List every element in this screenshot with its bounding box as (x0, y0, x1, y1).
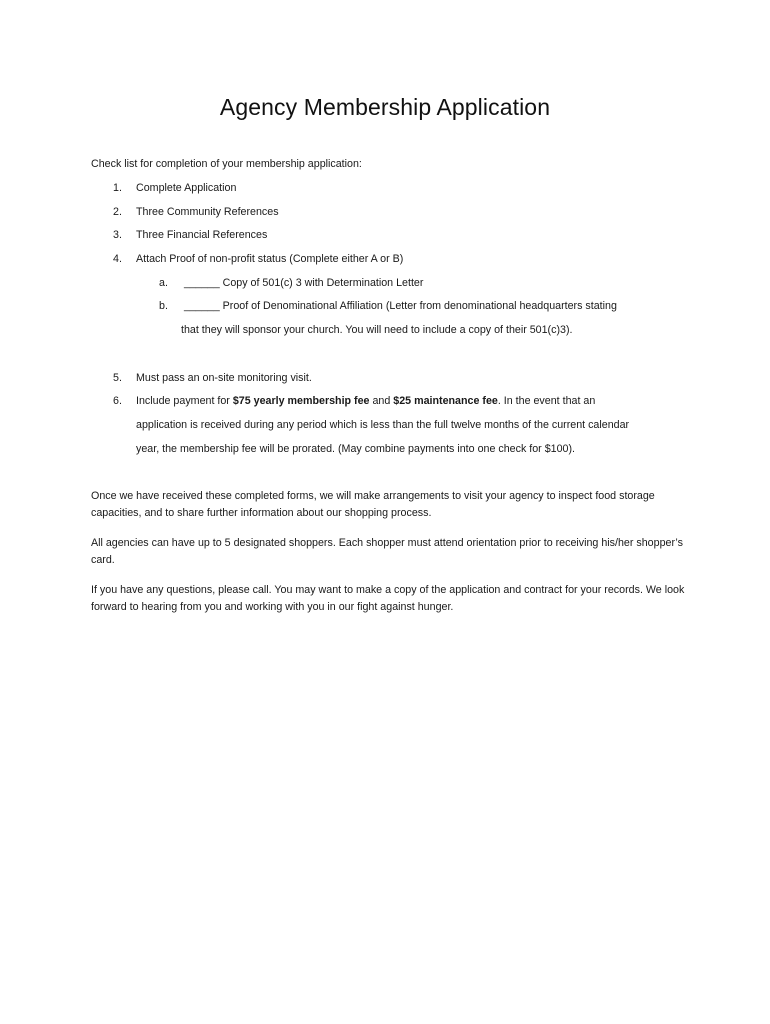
list-item-number: 3. (113, 229, 122, 241)
list-item-text: Three Financial References (136, 229, 268, 241)
list-item-number: 2. (113, 206, 122, 218)
maintenance-fee: $25 maintenance fee (393, 395, 498, 407)
list-item-number: 1. (113, 182, 122, 194)
list-item-text: Three Community References (136, 206, 279, 218)
paragraph: All agencies can have up to 5 designated shoppers. Each shopper must attend orientation prior to receiving his/her shopper’s card. (91, 537, 683, 566)
membership-fee: $75 yearly membership fee (232, 395, 370, 407)
payment-text: Include payment for (136, 395, 233, 407)
sub-item-continuation: that they will sponsor your church. You will need to include a copy of their 501(c)3). (181, 324, 573, 336)
sub-item-letter: a. (159, 277, 168, 289)
page-title: Agency Membership Application (219, 94, 551, 120)
list-item-number: 5. (113, 372, 122, 384)
payment-text: . In the event that an (497, 395, 596, 407)
payment-text: and (369, 395, 394, 407)
list-item-text: Complete Application (136, 182, 237, 194)
list-item-continuation: application is received during any period which is less than the full twelve months of the current calendar (136, 419, 630, 431)
checklist-intro: Check list for completion of your membership application: (91, 158, 362, 170)
list-item-number: 6. (113, 395, 122, 407)
list-item-continuation: year, the membership fee will be prorated. (May combine payments into one check for $100). (136, 443, 576, 455)
list-item-text (136, 395, 595, 408)
list-item-number: 4. (113, 253, 122, 265)
list-item-text: Must pass an on-site monitoring visit. (136, 372, 312, 384)
sub-item-text: ______ Proof of Denominational Affiliation (Letter from denominational headquarters stating (184, 300, 617, 312)
sub-item-text: ______ Copy of 501(c) 3 with Determination Letter (184, 277, 424, 289)
sub-item-letter: b. (159, 300, 168, 312)
paragraph: If you have any questions, please call. You may want to make a copy of the application and contract for your records. We look forward to hearing from you and working with you in our fight against hunger. (91, 584, 685, 613)
list-item-text: Attach Proof of non-profit status (Complete either A or B) (136, 253, 404, 265)
paragraph: Once we have received these completed forms, we will make arrangements to visit your agency to inspect food storage capacities, and to share further information about our shopping process. (91, 490, 655, 519)
